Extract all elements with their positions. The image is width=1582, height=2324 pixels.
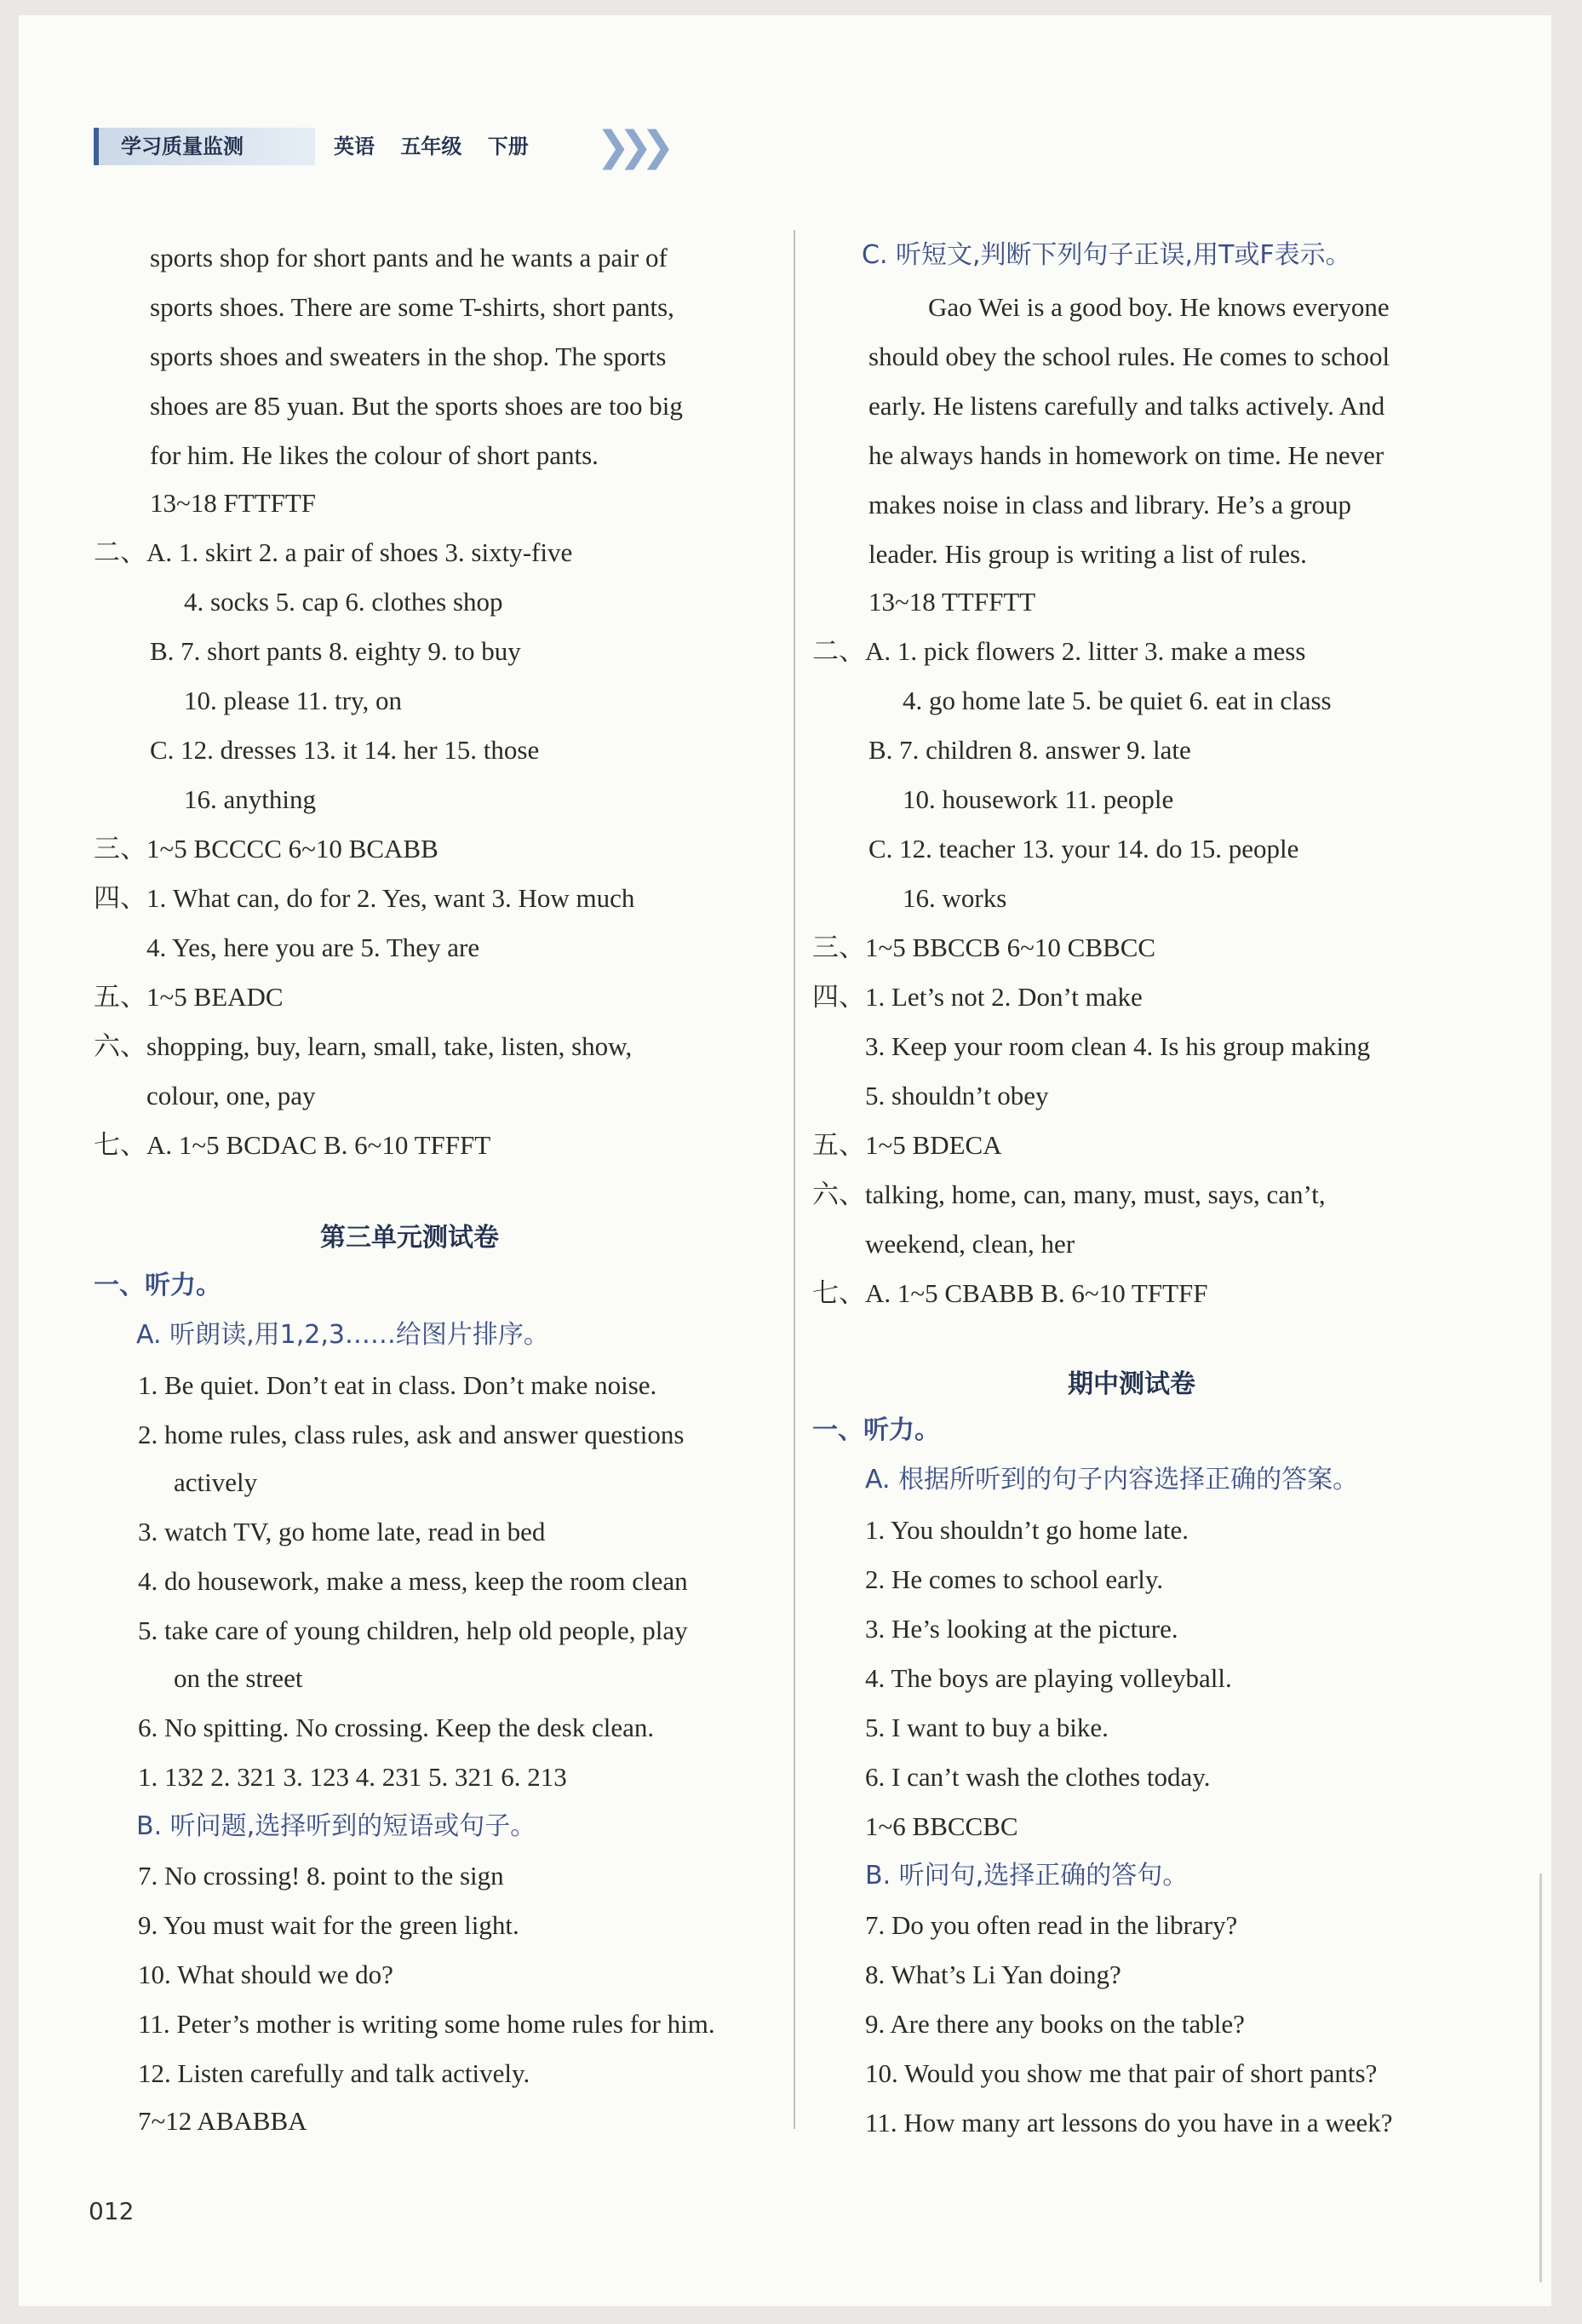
answer-line: 16. anything xyxy=(184,784,316,814)
answer-line: 六、talking, home, can, many, must, says, can’t, xyxy=(812,1179,1326,1209)
chevron-arrows-icon: ❯❯❯ xyxy=(596,123,663,170)
page-header xyxy=(94,118,707,175)
answer-line: 7~12 ABABBA xyxy=(138,2106,307,2136)
passage-line: leader. His group is writing a list of rules. xyxy=(868,539,1307,569)
answer-line: 三、1~5 BBCCB 6~10 CBBCC xyxy=(812,932,1156,962)
section-title: 期中测试卷 xyxy=(1068,1369,1195,1399)
list-item: 3. watch TV, go home late, read in bed xyxy=(138,1517,546,1546)
list-item: 5. take care of young children, help old people, play xyxy=(138,1615,688,1645)
column-divider xyxy=(794,230,795,2129)
answer-line: C. 12. dresses 13. it 14. her 15. those xyxy=(150,735,540,765)
answer-line: 二、A. 1. pick flowers 2. litter 3. make a mess xyxy=(812,636,1306,666)
answer-line: 4. socks 5. cap 6. clothes shop xyxy=(184,587,503,617)
passage-line: for him. He likes the colour of short pants. xyxy=(150,440,599,470)
list-item: 9. You must wait for the green light. xyxy=(138,1910,519,1940)
part-heading: A. 听朗读,用1,2,3……给图片排序。 xyxy=(136,1320,549,1350)
list-item: 4. The boys are playing volleyball. xyxy=(865,1663,1232,1693)
part-heading: B. 听问题,选择听到的短语或句子。 xyxy=(136,1811,536,1841)
list-item: 2. home rules, class rules, ask and answer questions xyxy=(138,1420,685,1449)
list-item: 10. Would you show me that pair of short pants? xyxy=(865,2058,1378,2088)
passage-line: Gao Wei is a good boy. He knows everyone xyxy=(928,292,1390,322)
passage-line: should obey the school rules. He comes to school xyxy=(868,341,1390,371)
list-item: 5. I want to buy a bike. xyxy=(865,1713,1109,1742)
answer-line: 1. 132 2. 321 3. 123 4. 231 5. 321 6. 213 xyxy=(138,1762,567,1792)
list-item: 11. How many art lessons do you have in a week? xyxy=(865,2108,1393,2138)
list-item: 6. I can’t wash the clothes today. xyxy=(865,1762,1211,1792)
answer-line: 5. shouldn’t obey xyxy=(865,1081,1049,1110)
answer-line: 六、shopping, buy, learn, small, take, listen, show, xyxy=(94,1031,633,1061)
answer-line: 七、A. 1~5 CBABB B. 6~10 TFTFF xyxy=(812,1278,1208,1308)
list-item: 8. What’s Li Yan doing? xyxy=(865,1960,1121,1989)
list-item: 6. No spitting. No crossing. Keep the desk clean. xyxy=(138,1713,655,1742)
list-item: 9. Are there any books on the table? xyxy=(865,2009,1245,2039)
passage-line: early. He listens carefully and talks actively. And xyxy=(868,391,1385,421)
answer-line: 4. Yes, here you are 5. They are xyxy=(146,932,480,962)
passage-line: sports shoes. There are some T-shirts, short pants, xyxy=(150,292,674,322)
passage-line: makes noise in class and library. He’s a group xyxy=(868,490,1352,519)
answer-line: 13~18 TTFFTT xyxy=(868,587,1036,617)
answer-line: 四、1. What can, do for 2. Yes, want 3. How much xyxy=(94,883,635,913)
list-item: actively xyxy=(174,1467,258,1497)
list-item: 2. He comes to school early. xyxy=(865,1564,1164,1594)
header-subject: 英语 五年级 下册 xyxy=(334,135,529,158)
answer-line: 三、1~5 BCCCC 6~10 BCABB xyxy=(94,834,438,864)
answer-line: 13~18 FTTFTF xyxy=(150,488,317,518)
answer-line: 4. go home late 5. be quiet 6. eat in class xyxy=(903,686,1332,715)
section-heading: 一、听力。 xyxy=(812,1415,940,1445)
list-item: 11. Peter’s mother is writing some home rules for him. xyxy=(138,2009,715,2039)
list-item: 4. do housework, make a mess, keep the room clean xyxy=(138,1566,688,1596)
header-brand: 学习质量监测 xyxy=(94,128,315,165)
part-heading: B. 听问句,选择正确的答句。 xyxy=(865,1861,1189,1891)
answer-line: 二、A. 1. skirt 2. a pair of shoes 3. sixty-five xyxy=(94,537,573,567)
list-item: 1. Be quiet. Don’t eat in class. Don’t make noise. xyxy=(138,1370,657,1400)
part-heading: C. 听短文,判断下列句子正误,用T或F表示。 xyxy=(862,240,1351,270)
answer-line: weekend, clean, her xyxy=(865,1229,1075,1259)
answer-line: 1~6 BBCCBC xyxy=(865,1811,1018,1841)
answer-line: 五、1~5 BEADC xyxy=(94,982,284,1012)
answer-line: 10. housework 11. people xyxy=(903,784,1174,814)
answer-line: colour, one, pay xyxy=(146,1081,316,1110)
list-item: 1. You shouldn’t go home late. xyxy=(865,1515,1189,1545)
page-number: 012 xyxy=(89,2197,135,2225)
answer-line: 3. Keep your room clean 4. Is his group making xyxy=(865,1031,1371,1061)
list-item: 10. What should we do? xyxy=(138,1960,393,1989)
answer-line: B. 7. short pants 8. eighty 9. to buy xyxy=(150,636,521,666)
passage-line: he always hands in homework on time. He never xyxy=(868,440,1384,470)
passage-line: sports shoes and sweaters in the shop. The sports xyxy=(150,341,667,371)
section-title: 第三单元测试卷 xyxy=(320,1223,499,1253)
passage-line: sports shop for short pants and he wants a pair of xyxy=(150,243,668,273)
answer-line: 七、A. 1~5 BCDAC B. 6~10 TFFFT xyxy=(94,1130,491,1160)
answer-line: 16. works xyxy=(903,883,1007,913)
answer-line: 10. please 11. try, on xyxy=(184,686,402,715)
passage-line: shoes are 85 yuan. But the sports shoes are too big xyxy=(150,391,683,421)
list-item: 7. Do you often read in the library? xyxy=(865,1910,1238,1940)
page-edge xyxy=(1539,1874,1542,2282)
list-item: 7. No crossing! 8. point to the sign xyxy=(138,1861,504,1891)
section-heading: 一、听力。 xyxy=(94,1271,221,1300)
list-item: 12. Listen carefully and talk actively. xyxy=(138,2058,530,2088)
answer-line: C. 12. teacher 13. your 14. do 15. people xyxy=(868,834,1299,864)
list-item: on the street xyxy=(174,1663,303,1693)
answer-line: 五、1~5 BDECA xyxy=(812,1130,1002,1160)
part-heading: A. 根据所听到的句子内容选择正确的答案。 xyxy=(865,1465,1359,1495)
answer-line: 四、1. Let’s not 2. Don’t make xyxy=(812,982,1143,1012)
list-item: 3. He’s looking at the picture. xyxy=(865,1614,1178,1644)
answer-line: B. 7. children 8. answer 9. late xyxy=(868,735,1191,765)
